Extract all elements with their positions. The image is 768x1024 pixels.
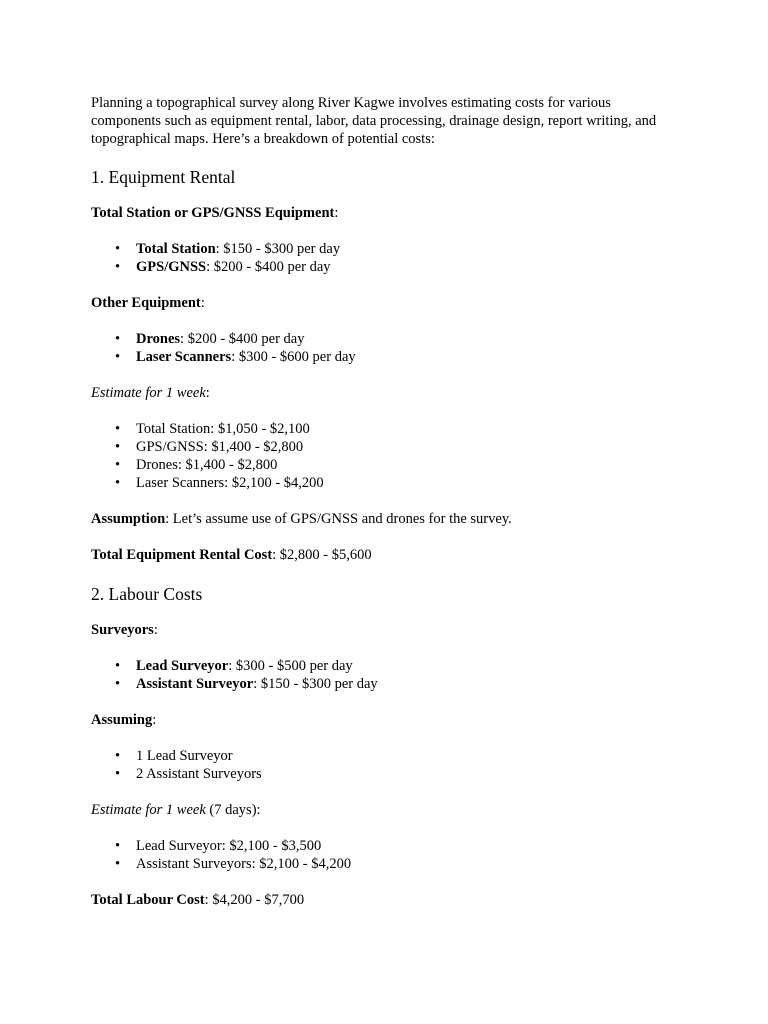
colon: : [200,295,205,311]
list-item [115,240,671,258]
subheading-label: Total Station or GPS/GNSS Equipment [91,205,335,221]
document-page [91,94,671,927]
item-text: Total Station: $1,050 - $2,100 [136,421,310,437]
item-text: GPS/GNSS: $1,400 - $2,800 [136,439,304,455]
list-item [115,420,671,438]
list-item [115,675,671,693]
item-text: Drones: $1,400 - $2,800 [136,457,278,473]
total-label: Total Equipment Rental Cost [91,547,273,563]
item-text: 1 Lead Surveyor [136,748,233,764]
item-text: Laser Scanners: $2,100 - $4,200 [136,475,324,491]
list-equipment-daily-rates [91,240,671,276]
subheading-label: Surveyors [91,622,154,638]
list-item [115,837,671,855]
list-labour-weekly-estimate [91,837,671,873]
subheading-surveyors [91,621,671,639]
item-value: : $300 - $500 per day [228,658,353,674]
assumption-label: Assumption [91,511,166,527]
subheading-assuming [91,711,671,729]
total-value: : $4,200 - $7,700 [204,892,305,908]
subheading-labour-estimate-week [91,801,671,819]
bullet-icon: • [115,658,121,674]
list-staffing-assumption [91,747,671,783]
subheading-other-equipment [91,294,671,312]
total-value: : $2,800 - $5,600 [272,547,372,563]
bullet-icon: • [115,259,121,275]
bullet-icon: • [115,676,121,692]
subheading-label: Estimate for 1 week [91,385,206,401]
subheading-estimate-week [91,384,671,402]
subheading-label: Estimate for 1 week [91,802,206,818]
total-labour-line [91,891,671,909]
list-item [115,438,671,456]
item-text: Assistant Surveyors: $2,100 - $4,200 [136,856,352,872]
list-surveyor-daily-rates [91,657,671,693]
list-item [115,258,671,276]
item-text: 2 Assistant Surveyors [136,766,262,782]
assumption-text: : Let’s assume use of GPS/GNSS and drones for the survey. [165,511,512,527]
list-item [115,765,671,783]
section-heading-equipment-rental: 1. Equipment Rental [91,167,236,187]
total-equipment-line [91,546,671,564]
list-equipment-weekly-estimate [91,420,671,492]
bullet-icon: • [115,349,121,365]
bullet-icon: • [115,241,121,257]
list-item [115,855,671,873]
bullet-icon: • [115,421,121,437]
item-value: : $150 - $300 per day [215,241,341,257]
bullet-icon: • [115,766,121,782]
bullet-icon: • [115,331,121,347]
item-value: : $200 - $400 per day [206,259,331,275]
item-text: Lead Surveyor: $2,100 - $3,500 [136,838,322,854]
colon: : [153,622,158,638]
list-item [115,747,671,765]
intro-paragraph: Planning a topographical survey along River Kagwe involves estimating costs for various components such as equipment rental, labor, data processing, drainage design, report writing, and topographical maps. Here’s a breakdown of potential costs: [91,95,657,147]
list-item [115,348,671,366]
item-term: Total Station [136,241,216,257]
subheading-suffix: (7 days): [205,802,261,818]
item-value: : $300 - $600 per day [231,349,356,365]
item-term: GPS/GNSS [136,259,207,275]
subheading-label: Assuming [91,712,153,728]
list-item [115,330,671,348]
colon: : [152,712,157,728]
total-label: Total Labour Cost [91,892,205,908]
bullet-icon: • [115,838,121,854]
bullet-icon: • [115,439,121,455]
colon: : [205,385,210,401]
bullet-icon: • [115,748,121,764]
section-heading-labour-costs: 2. Labour Costs [91,584,203,604]
subheading-total-station-gps [91,204,671,222]
item-value: : $200 - $400 per day [180,331,305,347]
list-item [115,657,671,675]
list-item [115,474,671,492]
bullet-icon: • [115,856,121,872]
list-other-equipment-rates [91,330,671,366]
assumption-line [91,510,671,528]
item-term: Laser Scanners [136,349,232,365]
item-value: : $150 - $300 per day [253,676,378,692]
subheading-label: Other Equipment [91,295,201,311]
bullet-icon: • [115,475,121,491]
item-term: Assistant Surveyor [136,676,254,692]
colon: : [334,205,339,221]
item-term: Lead Surveyor [136,658,229,674]
item-term: Drones [136,331,181,347]
list-item [115,456,671,474]
bullet-icon: • [115,457,121,473]
